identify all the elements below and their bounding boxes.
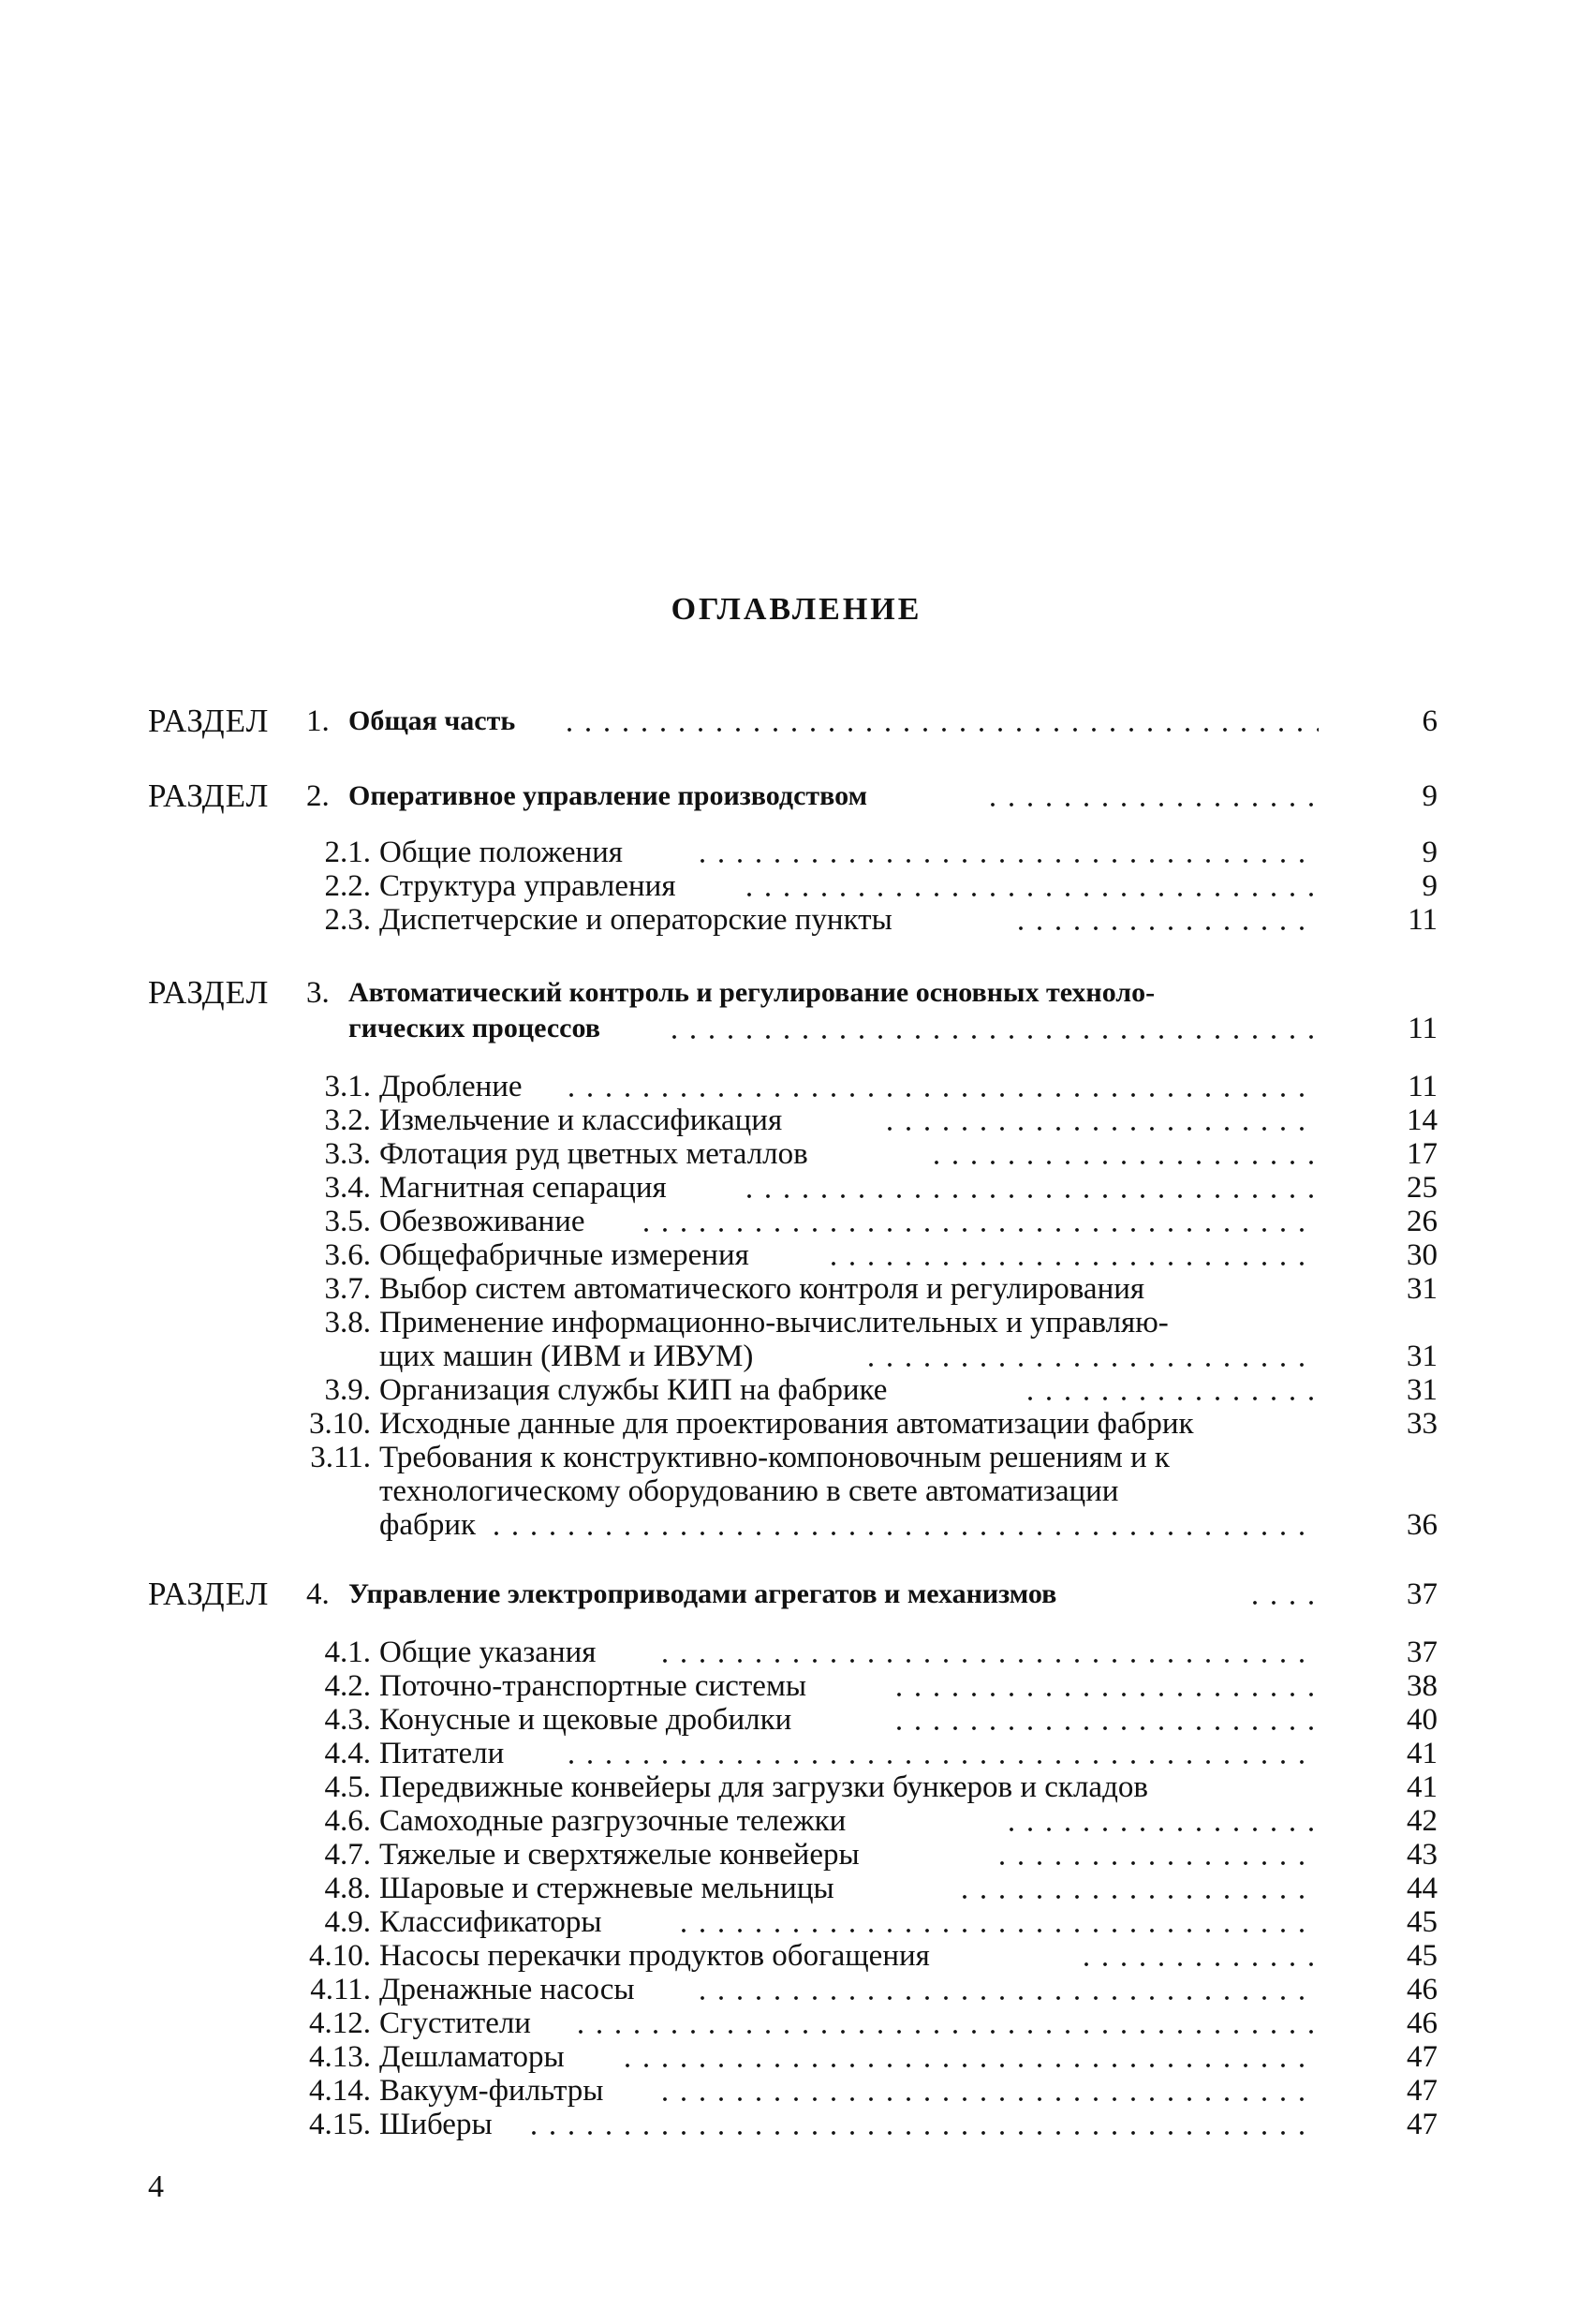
entry-number: 3.1.	[324, 1070, 371, 1103]
page-number: 31	[1407, 1340, 1438, 1373]
entry-number: 4.15.	[309, 2108, 371, 2141]
page-number: 47	[1407, 2108, 1438, 2141]
dot-leader	[880, 1126, 1319, 1132]
page-number: 33	[1407, 1407, 1438, 1441]
toc-entry	[0, 1939, 1593, 1973]
entry-title-line-2: технологическому оборудованию в свете автоматизации	[379, 1474, 1119, 1508]
toc-section-3-cont	[0, 1012, 1593, 1045]
entry-number: 2.2.	[324, 869, 371, 903]
section-word: РАЗДЕЛ	[148, 974, 270, 1011]
entry-number: 3.8.	[324, 1306, 371, 1340]
dot-leader	[674, 1928, 1319, 1933]
toc-entry-cont	[0, 1340, 1593, 1373]
page-number: 45	[1407, 1905, 1438, 1939]
toc-entry	[0, 1905, 1593, 1939]
toc-entry-cont	[0, 1508, 1593, 1542]
page-number: 47	[1407, 2040, 1438, 2074]
section-title: Общая часть	[348, 705, 516, 736]
entry-title: Насосы перекачки продуктов обогащения	[379, 1939, 930, 1973]
toc-entry	[0, 836, 1593, 869]
entry-title: Вакуум-фильтры	[379, 2074, 604, 2108]
toc-entry	[0, 903, 1593, 937]
entry-title: Исходные данные для проектирования автоматизации фабрик	[379, 1407, 1194, 1441]
entry-number: 4.5.	[324, 1770, 371, 1804]
entry-number: 4.11.	[310, 1973, 371, 2006]
toc-entry	[0, 1872, 1593, 1905]
page-number: 11	[1408, 1012, 1438, 1045]
dot-leader	[890, 1725, 1319, 1731]
page-number: 14	[1407, 1103, 1438, 1137]
entry-number: 3.3.	[324, 1137, 371, 1171]
entry-title: Конусные и щековые дробилки	[379, 1703, 792, 1737]
dot-leader	[665, 1034, 1319, 1040]
page-number: 9	[1422, 836, 1438, 869]
entry-title: Классификаторы	[379, 1905, 602, 1939]
entry-number: 4.8.	[324, 1872, 371, 1905]
entry-title: Поточно-транспортные системы	[379, 1669, 807, 1703]
toc-section-2	[0, 779, 1593, 813]
toc-entry	[0, 1306, 1593, 1340]
page-number: 43	[1407, 1838, 1438, 1872]
page-number: 9	[1422, 779, 1438, 813]
entry-title: Самоходные разгрузочные тележки	[379, 1804, 847, 1838]
entry-title: Общефабричные измерения	[379, 1238, 749, 1272]
section-word: РАЗДЕЛ	[148, 703, 270, 739]
dot-leader	[656, 1658, 1319, 1664]
page-number: 46	[1407, 2006, 1438, 2040]
page-number: 41	[1407, 1770, 1438, 1804]
dot-leader	[656, 2096, 1319, 2102]
toc-entry	[0, 1838, 1593, 1872]
toc-entry	[0, 1973, 1593, 2006]
dot-leader	[824, 1261, 1319, 1266]
page-number: 37	[1407, 1636, 1438, 1669]
dot-leader	[993, 1860, 1319, 1866]
entry-title: Измельчение и классификация	[379, 1103, 783, 1137]
page-number: 11	[1408, 1070, 1438, 1103]
dot-leader	[1077, 1961, 1319, 1967]
entry-title: Диспетчерские и операторские пункты	[379, 903, 892, 937]
toc-entry	[0, 1373, 1593, 1407]
entry-number: 3.2.	[324, 1103, 371, 1137]
toc-entry	[0, 2006, 1593, 2040]
entry-number: 4.3.	[324, 1703, 371, 1737]
toc-entry	[0, 1441, 1593, 1474]
entry-number: 4.6.	[324, 1804, 371, 1838]
entry-title-line-1: Требования к конструктивно-компоновочным решениям и к	[379, 1441, 1170, 1474]
section-title-line-2: гических процессов	[348, 1013, 600, 1044]
page-number: 46	[1407, 1973, 1438, 2006]
dot-leader	[1021, 1396, 1319, 1401]
toc-entry	[0, 1103, 1593, 1137]
page-number: 11	[1408, 903, 1438, 937]
entry-number: 3.5.	[324, 1205, 371, 1238]
dot-leader	[740, 892, 1319, 897]
entry-number: 3.9.	[324, 1373, 371, 1407]
dot-leader	[955, 1894, 1319, 1900]
entry-number: 4.13.	[309, 2040, 371, 2074]
dot-leader	[1011, 925, 1319, 931]
page-number: 30	[1407, 1238, 1438, 1272]
dot-leader	[693, 1995, 1319, 2001]
toc-entry	[0, 869, 1593, 903]
page-number: 47	[1407, 2074, 1438, 2108]
dot-leader	[524, 2130, 1319, 2136]
toc-entry	[0, 1669, 1593, 1703]
page-number: 38	[1407, 1669, 1438, 1703]
section-title: Управление электроприводами агрегатов и механизмов	[348, 1578, 1057, 1609]
entry-title-line-2: щих машин (ИВМ и ИВУМ)	[379, 1340, 754, 1373]
entry-number: 3.11.	[310, 1441, 371, 1474]
page-folio-number: 4	[148, 2169, 164, 2204]
toc-entry	[0, 1070, 1593, 1103]
entry-title: Сгустители	[379, 2006, 531, 2040]
section-number: 3.	[306, 976, 330, 1010]
entry-number: 3.4.	[324, 1171, 371, 1205]
dot-leader	[562, 1092, 1319, 1098]
dot-leader	[1002, 1827, 1319, 1832]
section-title-line-1: Автоматический контроль и регулирование основных техноло-	[348, 977, 1156, 1008]
page-number: 36	[1407, 1508, 1438, 1542]
entry-number: 4.10.	[309, 1939, 371, 1973]
entry-number: 4.14.	[309, 2074, 371, 2108]
page-number: 45	[1407, 1939, 1438, 1973]
dot-leader	[862, 1362, 1319, 1368]
dot-leader	[637, 1227, 1319, 1233]
toc-section-4	[0, 1577, 1593, 1611]
entry-number: 4.2.	[324, 1669, 371, 1703]
entry-number: 3.6.	[324, 1238, 371, 1272]
toc-entry	[0, 1804, 1593, 1838]
toc-section-1	[0, 704, 1593, 738]
dot-leader	[693, 858, 1319, 864]
entry-title: Шиберы	[379, 2108, 493, 2141]
entry-number: 3.7.	[324, 1272, 371, 1306]
page-number: 44	[1407, 1872, 1438, 1905]
page-number: 25	[1407, 1171, 1438, 1205]
entry-title: Общие положения	[379, 836, 623, 869]
page-number: 9	[1422, 869, 1438, 903]
toc-entry	[0, 1737, 1593, 1770]
entry-title-line-3: фабрик	[379, 1508, 477, 1542]
page-number: 40	[1407, 1703, 1438, 1737]
entry-title: Питатели	[379, 1737, 505, 1770]
page-number: 31	[1407, 1272, 1438, 1306]
page-number: 42	[1407, 1804, 1438, 1838]
section-number: 1.	[306, 704, 330, 738]
entry-title: Дробление	[379, 1070, 523, 1103]
dot-leader	[487, 1531, 1319, 1536]
toc-entry	[0, 1238, 1593, 1272]
entry-number: 2.3.	[324, 903, 371, 937]
toc-entry	[0, 1703, 1593, 1737]
toc-entry	[0, 1137, 1593, 1171]
dot-leader	[890, 1692, 1319, 1697]
entry-number: 4.9.	[324, 1905, 371, 1939]
entry-title: Структура управления	[379, 869, 676, 903]
page-number: 31	[1407, 1373, 1438, 1407]
dot-leader	[740, 1193, 1319, 1199]
dot-leader	[618, 2063, 1319, 2068]
entry-title: Магнитная сепарация	[379, 1171, 667, 1205]
toc-entry	[0, 2108, 1593, 2141]
dot-leader	[560, 727, 1319, 733]
toc-entry	[0, 2040, 1593, 2074]
entry-number: 3.10.	[309, 1407, 371, 1441]
dot-leader	[571, 2029, 1319, 2035]
section-number: 2.	[306, 779, 330, 813]
page-number: 41	[1407, 1737, 1438, 1770]
page-number: 6	[1422, 704, 1438, 738]
dot-leader	[1246, 1600, 1319, 1606]
toc-entry-cont	[0, 1474, 1593, 1508]
entry-title: Организация службы КИП на фабрике	[379, 1373, 888, 1407]
dot-leader	[562, 1759, 1319, 1765]
entry-title: Дренажные насосы	[379, 1973, 635, 2006]
entry-title-line-1: Применение информационно-вычислительных и управляю-	[379, 1306, 1169, 1340]
entry-number: 4.7.	[324, 1838, 371, 1872]
page-number: 17	[1407, 1137, 1438, 1171]
page-title: ОГЛАВЛЕНИЕ	[671, 592, 922, 627]
entry-number: 4.1.	[324, 1636, 371, 1669]
entry-title: Тяжелые и сверхтяжелые конвейеры	[379, 1838, 860, 1872]
entry-number: 4.4.	[324, 1737, 371, 1770]
toc-entry	[0, 1770, 1593, 1804]
section-word: РАЗДЕЛ	[148, 777, 270, 814]
section-number: 4.	[306, 1577, 330, 1611]
dot-leader	[927, 1160, 1319, 1165]
entry-title: Шаровые и стержневые мельницы	[379, 1872, 834, 1905]
entry-title: Передвижные конвейеры для загрузки бункеров и складов	[379, 1770, 1148, 1804]
entry-title: Дешламаторы	[379, 2040, 565, 2074]
entry-title: Выбор систем автоматического контроля и регулирования	[379, 1272, 1145, 1306]
dot-leader	[983, 802, 1319, 807]
page-number: 26	[1407, 1205, 1438, 1238]
entry-title: Флотация руд цветных металлов	[379, 1137, 808, 1171]
section-word: РАЗДЕЛ	[148, 1576, 270, 1612]
toc-entry	[0, 1407, 1593, 1441]
toc-entry	[0, 1171, 1593, 1205]
section-title: Оперативное управление производством	[348, 780, 868, 811]
toc-entry	[0, 1636, 1593, 1669]
entry-number: 4.12.	[309, 2006, 371, 2040]
entry-title: Обезвоживание	[379, 1205, 585, 1238]
toc-section-3	[0, 976, 1593, 1010]
page-number: 37	[1407, 1577, 1438, 1611]
entry-title: Общие указания	[379, 1636, 597, 1669]
entry-number: 2.1.	[324, 836, 371, 869]
toc-entry	[0, 1272, 1593, 1306]
toc-entry	[0, 2074, 1593, 2108]
toc-entry	[0, 1205, 1593, 1238]
